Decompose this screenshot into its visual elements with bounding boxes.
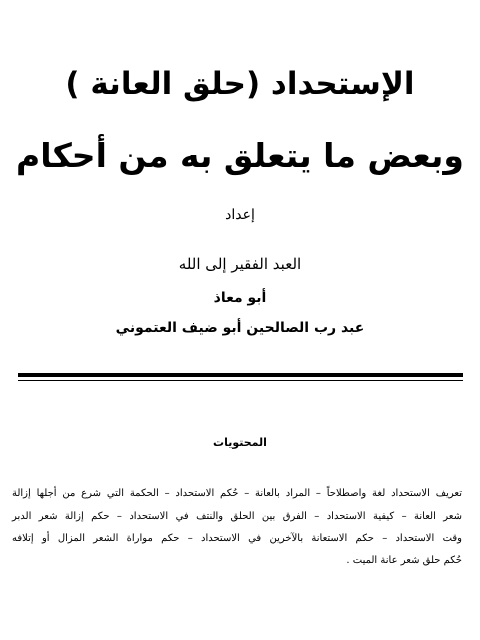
title-line-2: وبعض ما يتعلق به من أحكام (16, 136, 464, 175)
author-epithet: العبد الفقير إلى الله (178, 255, 302, 273)
title-line-1: الإستحداد (حلق العانة ) (65, 66, 415, 102)
contents-line: شعر العانة – كيفية الاستحداد – الفرق بين الحلق والنتف في الاستحداد – حكم إزالة شعر الدبر (12, 511, 462, 522)
divider-thin (18, 380, 463, 381)
contents-heading: المحتويات (213, 436, 267, 449)
author-kunya: أبو معاذ (213, 290, 267, 306)
divider-thick (18, 373, 463, 377)
contents-line: تعريف الاستحداد لغة واصطلاحاً – المراد بالعانة – حُكم الاستحداد – الحكمة التي شرع من أجلها إزالة (12, 488, 462, 499)
contents-line: وقت الاستحداد – حكم الاستعانة بالآخرين في الاستحداد – حكم مواراة الشعر المزال أو إتلافه (12, 533, 462, 544)
author-full-name: عبد رب الصالحين أبو ضيف العتموني (115, 320, 365, 336)
contents-line: حُكم حلق شعر عانة الميت . (346, 555, 462, 566)
prepared-by-label: إعداد (225, 207, 255, 223)
